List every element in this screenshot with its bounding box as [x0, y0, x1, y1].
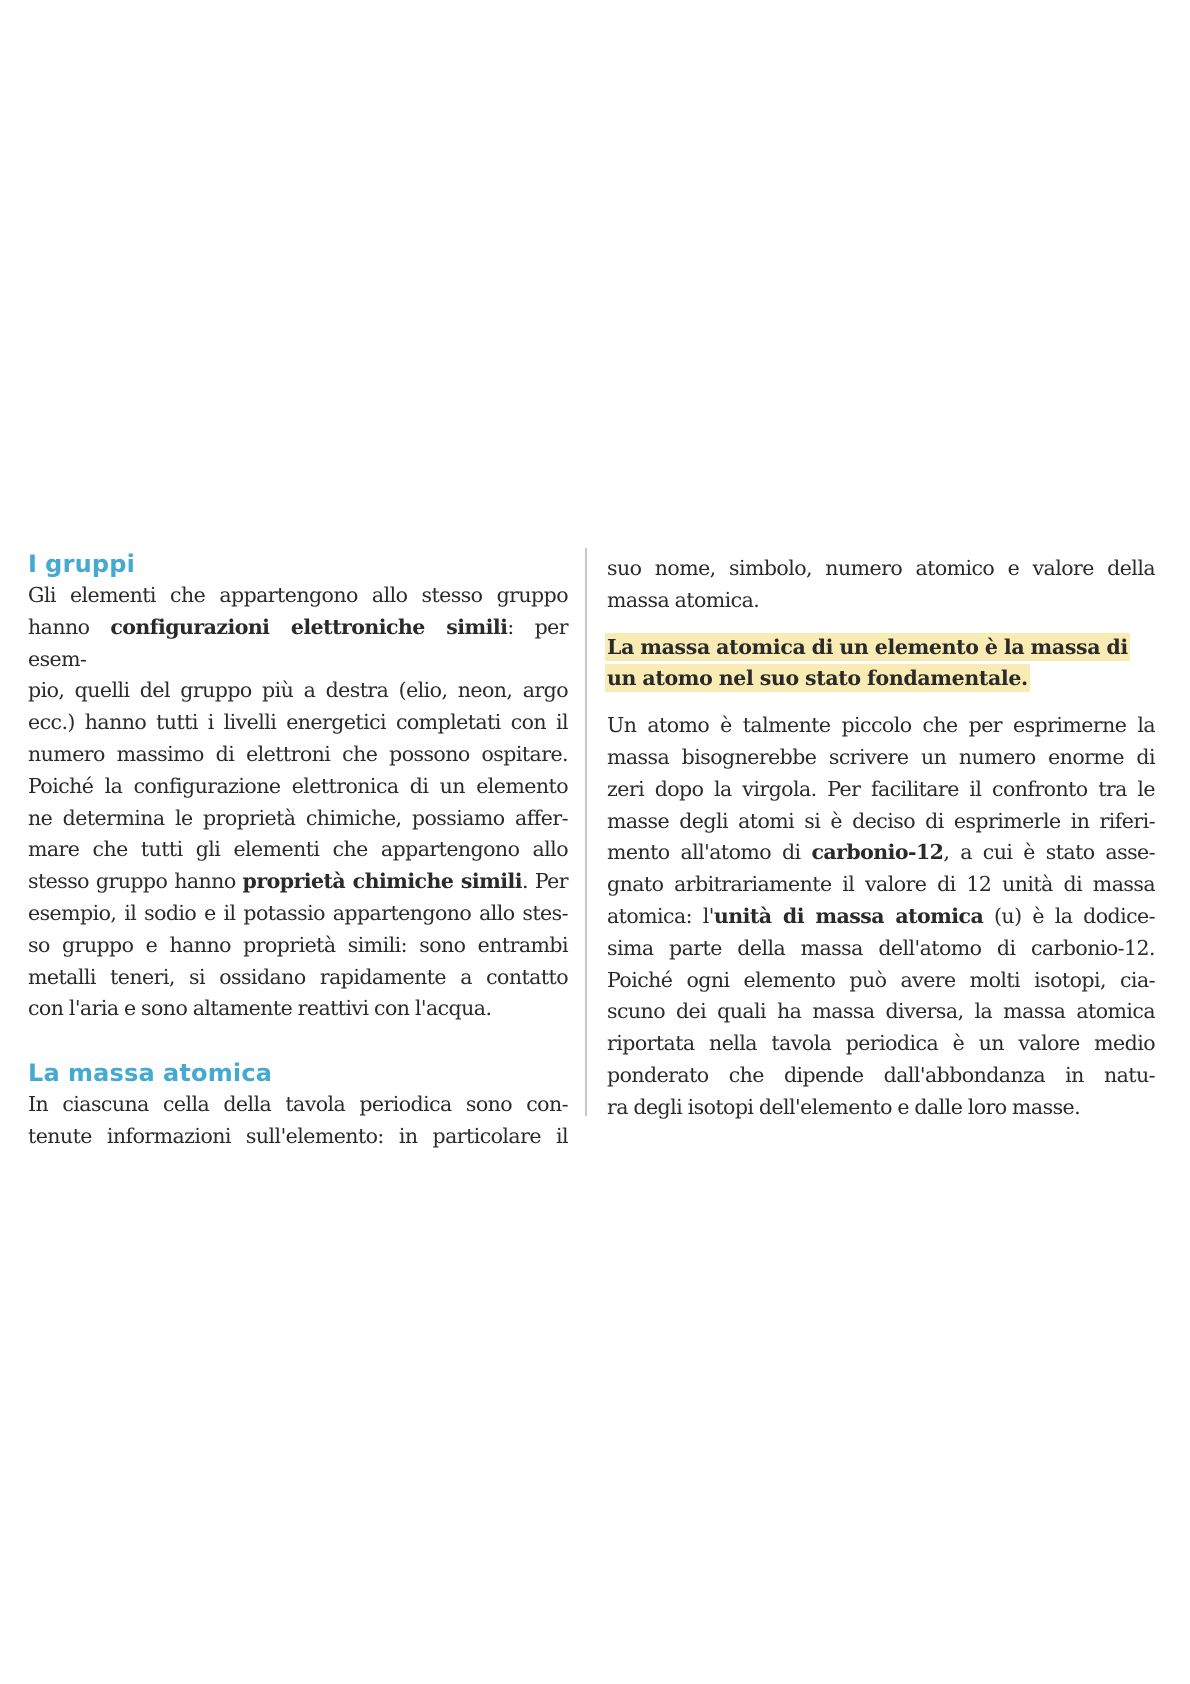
definition-text: La massa atomica di un elemento è la massa di [607, 634, 1128, 659]
text-line [607, 774, 1155, 806]
text-segment: sima parte della massa dell'atomo di carbonio-12. [607, 935, 1155, 960]
text-segment: mento all'atomo di [607, 840, 812, 865]
text-line [28, 739, 568, 771]
bold-term: proprietà chimiche simili [242, 869, 522, 894]
text-line [607, 1028, 1155, 1060]
text-line [28, 707, 568, 739]
section-heading-massa-atomica: La massa atomica [28, 1059, 273, 1088]
text-segment: suo nome, simbolo, numero atomico e valore della [607, 556, 1155, 580]
text-segment: ne determina le proprietà chimiche, possiamo affer- [28, 805, 568, 830]
text-line [28, 612, 568, 676]
text-segment: mare che tutti gli elementi che appartengono allo [28, 837, 568, 862]
text-line [28, 803, 568, 835]
definition-line [607, 632, 1155, 664]
text-segment: , a cui è stato asse- [943, 840, 1156, 865]
text-segment: tenute informazioni sull'elemento: in particolare il [28, 1123, 568, 1148]
text-line [607, 742, 1155, 774]
definition-highlight [607, 632, 1155, 696]
text-segment: stesso gruppo hanno [28, 869, 243, 894]
text-line [28, 834, 568, 866]
text-segment: Un atomo è talmente piccolo che per esprimerne la [607, 713, 1155, 738]
text-segment: massa atomica. [607, 587, 760, 612]
text-line [28, 675, 568, 707]
text-segment: numero massimo di elettroni che possono ospitare. [28, 741, 568, 766]
text-segment: metalli teneri, si ossidano rapidamente a contatto [28, 964, 568, 989]
text-segment: zeri dopo la virgola. Per facilitare il confronto tra le [607, 776, 1155, 801]
text-segment: : per esem- [28, 614, 569, 671]
paragraph-massa-atomica-intro [28, 1089, 568, 1153]
text-segment: pio, quelli del gruppo più a destra (elio, neon, argo [28, 678, 568, 703]
text-segment: esempio, il sodio e il potassio appartengono allo stes- [28, 900, 568, 925]
text-segment: (u) è la dodice- [983, 903, 1156, 928]
text-line [607, 933, 1155, 965]
text-line [607, 585, 1155, 617]
text-segment: gnato arbitrariamente il valore di 12 unità di massa [607, 872, 1155, 897]
text-line [607, 710, 1155, 742]
text-line [607, 806, 1155, 838]
left-column [28, 548, 568, 1153]
bold-term: carbonio-12 [811, 840, 944, 865]
paragraph-unita-massa-atomica [607, 710, 1155, 1123]
text-segment: masse degli atomi si è deciso di esprimerle in riferi- [607, 808, 1155, 833]
column-divider [585, 548, 587, 1116]
bold-term: configurazioni elettroniche simili [110, 614, 508, 639]
text-segment: so gruppo e hanno proprietà simili: sono entrambi [28, 932, 568, 957]
text-line [28, 1121, 568, 1153]
text-segment: ra degli isotopi dell'elemento e dalle loro masse. [607, 1094, 1081, 1119]
text-segment: Gli elementi che appartengono allo stesso gruppo [28, 583, 568, 607]
bold-term: unità di massa atomica [713, 903, 984, 928]
paragraph-massa-atomica-continued [607, 553, 1155, 617]
paragraph-gruppi [28, 580, 568, 1025]
text-segment: atomica: l' [607, 903, 714, 928]
text-line [28, 1089, 568, 1121]
text-segment: Poiché la configurazione elettronica di un elemento [28, 773, 568, 798]
text-segment: massa bisognerebbe scrivere un numero enorme di [607, 744, 1155, 769]
text-segment: In ciascuna cella della tavola periodica sono con- [28, 1092, 568, 1117]
text-segment: Poiché ogni elemento può avere molti isotopi, cia- [607, 967, 1155, 992]
text-line [607, 1092, 1155, 1124]
text-line [28, 580, 568, 612]
text-line [28, 866, 568, 898]
definition-line [607, 663, 1155, 695]
text-segment: riportata nella tavola periodica è un valore medio [607, 1031, 1155, 1056]
text-segment: hanno [28, 614, 111, 639]
section-heading-gruppi: I gruppi [28, 550, 136, 578]
text-line [607, 1060, 1155, 1092]
text-line [607, 837, 1155, 869]
right-column [607, 553, 1155, 1124]
text-segment: . Per [521, 869, 568, 894]
text-segment: con l'aria e sono altamente reattivi con l'acqua. [28, 996, 492, 1021]
text-line [28, 771, 568, 803]
text-line [607, 996, 1155, 1028]
text-line [607, 901, 1155, 933]
text-line [607, 869, 1155, 901]
definition-text: un atomo nel suo stato fondamentale. [607, 666, 1028, 691]
text-line [607, 553, 1155, 585]
text-line [28, 962, 568, 994]
text-line [28, 898, 568, 930]
text-line [607, 965, 1155, 997]
text-segment: ecc.) hanno tutti i livelli energetici completati con il [28, 710, 568, 735]
text-segment: ponderato che dipende dall'abbondanza in natu- [607, 1062, 1155, 1087]
text-segment: scuno dei quali ha massa diversa, la massa atomica [607, 999, 1155, 1024]
text-line [28, 993, 568, 1025]
text-line [28, 930, 568, 962]
